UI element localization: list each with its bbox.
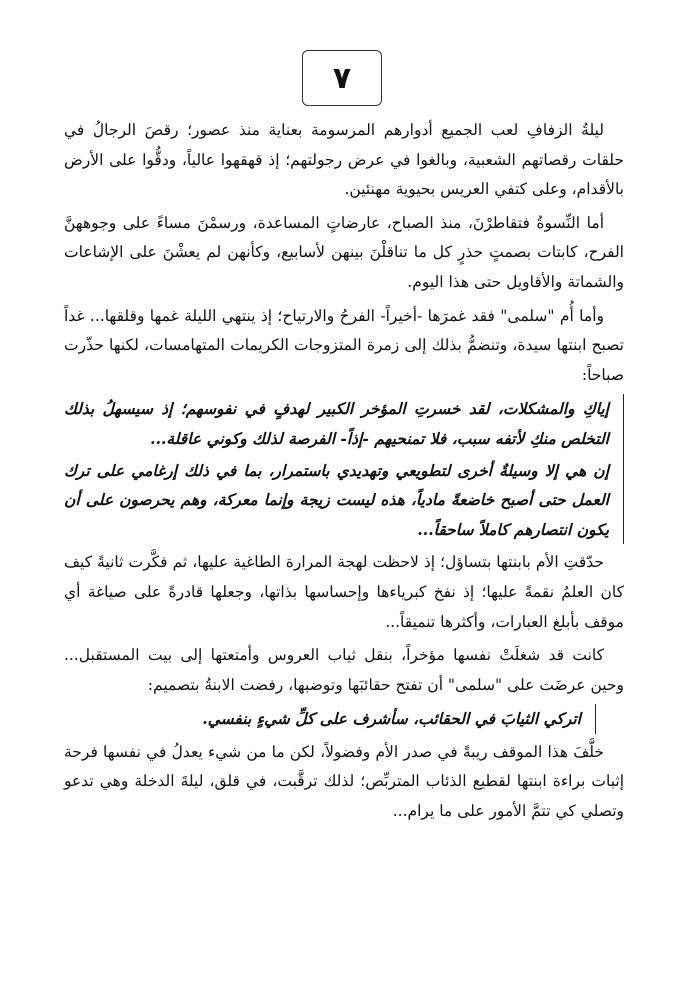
block-quote-short: اتركي الثيابَ في الحقائب، سأشرف على كلِّ شيءٍ بنفسي. — [64, 704, 596, 734]
page-number-box — [302, 50, 382, 106]
quote-paragraph-1: إياكِ والمشكلات، لقد خسرتِ المؤخر الكبير لهدفٍ في نفوسهم؛ إذ سيسهلُ بذلك التخلص منكِ لأتفه سبب، فلا تمنحيهم -إذاً- الفرصة لذلك وكوني عاقلة... — [64, 399, 609, 448]
paragraph-6: خلَّفَ هذا الموقف ريبةً في صدر الأم وفضولاً، لكن ما من شيء يعدلُ في نفسها فرحة إثبات براءة ابنتها لقطيع الذئاب المتربِّص؛ لذلك ترقَّبت، في قلق، ليلةَ الدخلة وهي تدعو وتصلي كي تتمَّ الأمور على ما يرام... — [64, 742, 624, 821]
paragraph-4: حدّقتِ الأم بابنتها بتساؤل؛ إذ لاحظت لهجة المرارة الطاغية عليها، ثم فكَّرت ثانيةً كيف كان العلمُ نقمةً عليها؛ إذ نفخ كبرياءها وإحساسها بذاتها، وجعلها قادرةً على صياغة أي موقف بأبلغ العبارات، وأكثرها تنميقاً... — [64, 553, 624, 631]
page-number: ٧ — [332, 60, 352, 96]
paragraph-3: وأما أُم "سلمى" فقد غمرَها -أخيراً- الفرحُ والارتياح؛ إذ ينتهي الليلة غمها وقلقها... غداً تصبح ابنتها سيدة، وتنضمُّ بذلك إلى زمرة المتزوجات الكريمات المتهامسات، لكنها حذّرت صباحاً: — [64, 306, 624, 384]
paragraph-1: ليلةُ الزفافِ لعب الجميع أدوارهم المرسومة بعناية منذ عصور؛ رقصَ الرجالُ في حلقات رقصاتهم الشعبية، وبالغوا في عرض رجولتهم؛ إذ قهقهوا عالياً، ودقُّوا على الأرض بالأقدام، وعلى كتفي العريس بحيوية مهنئين. — [64, 121, 624, 199]
block-quote-long — [64, 394, 624, 544]
paragraph-5: كانت قد شغلَتْ نفسها مؤخراً، بنقل ثياب العروس وأمتعتها إلى بيت المستقبل... وحين عرضَت على "سلمى" أن تفتح حقائبَها وتوضبها، رفضت الابنةُ بتصميم: — [64, 646, 624, 694]
document-body — [64, 116, 624, 831]
quote-paragraph-2: إن هي إلا وسيلةٌ أخرى لتطويعي وتهديدي باستمرار، بما في ذلك إرغامي على ترك العمل حتى أصبح خاضعةً مادياً، هذه ليست زيجة وإنما معركة، وهم يحرصون على أن يكون انتصارهم كاملاً ساحقاً... — [64, 460, 609, 539]
paragraph-2: أما النِّسوةُ فتقاطرْنَ، منذ الصباح، عارضاتٍ المساعدة، ورسمْنَ مساءً على وجوههنَّ الفرح، كابتات بصمتٍ حذرٍ كل ما تناقلْنَ بينهن لأسابيع، وكأنهن لم يعشْنَ على الإشاعات والشماتة والأقاويل حتى هذا اليوم. — [64, 213, 624, 291]
